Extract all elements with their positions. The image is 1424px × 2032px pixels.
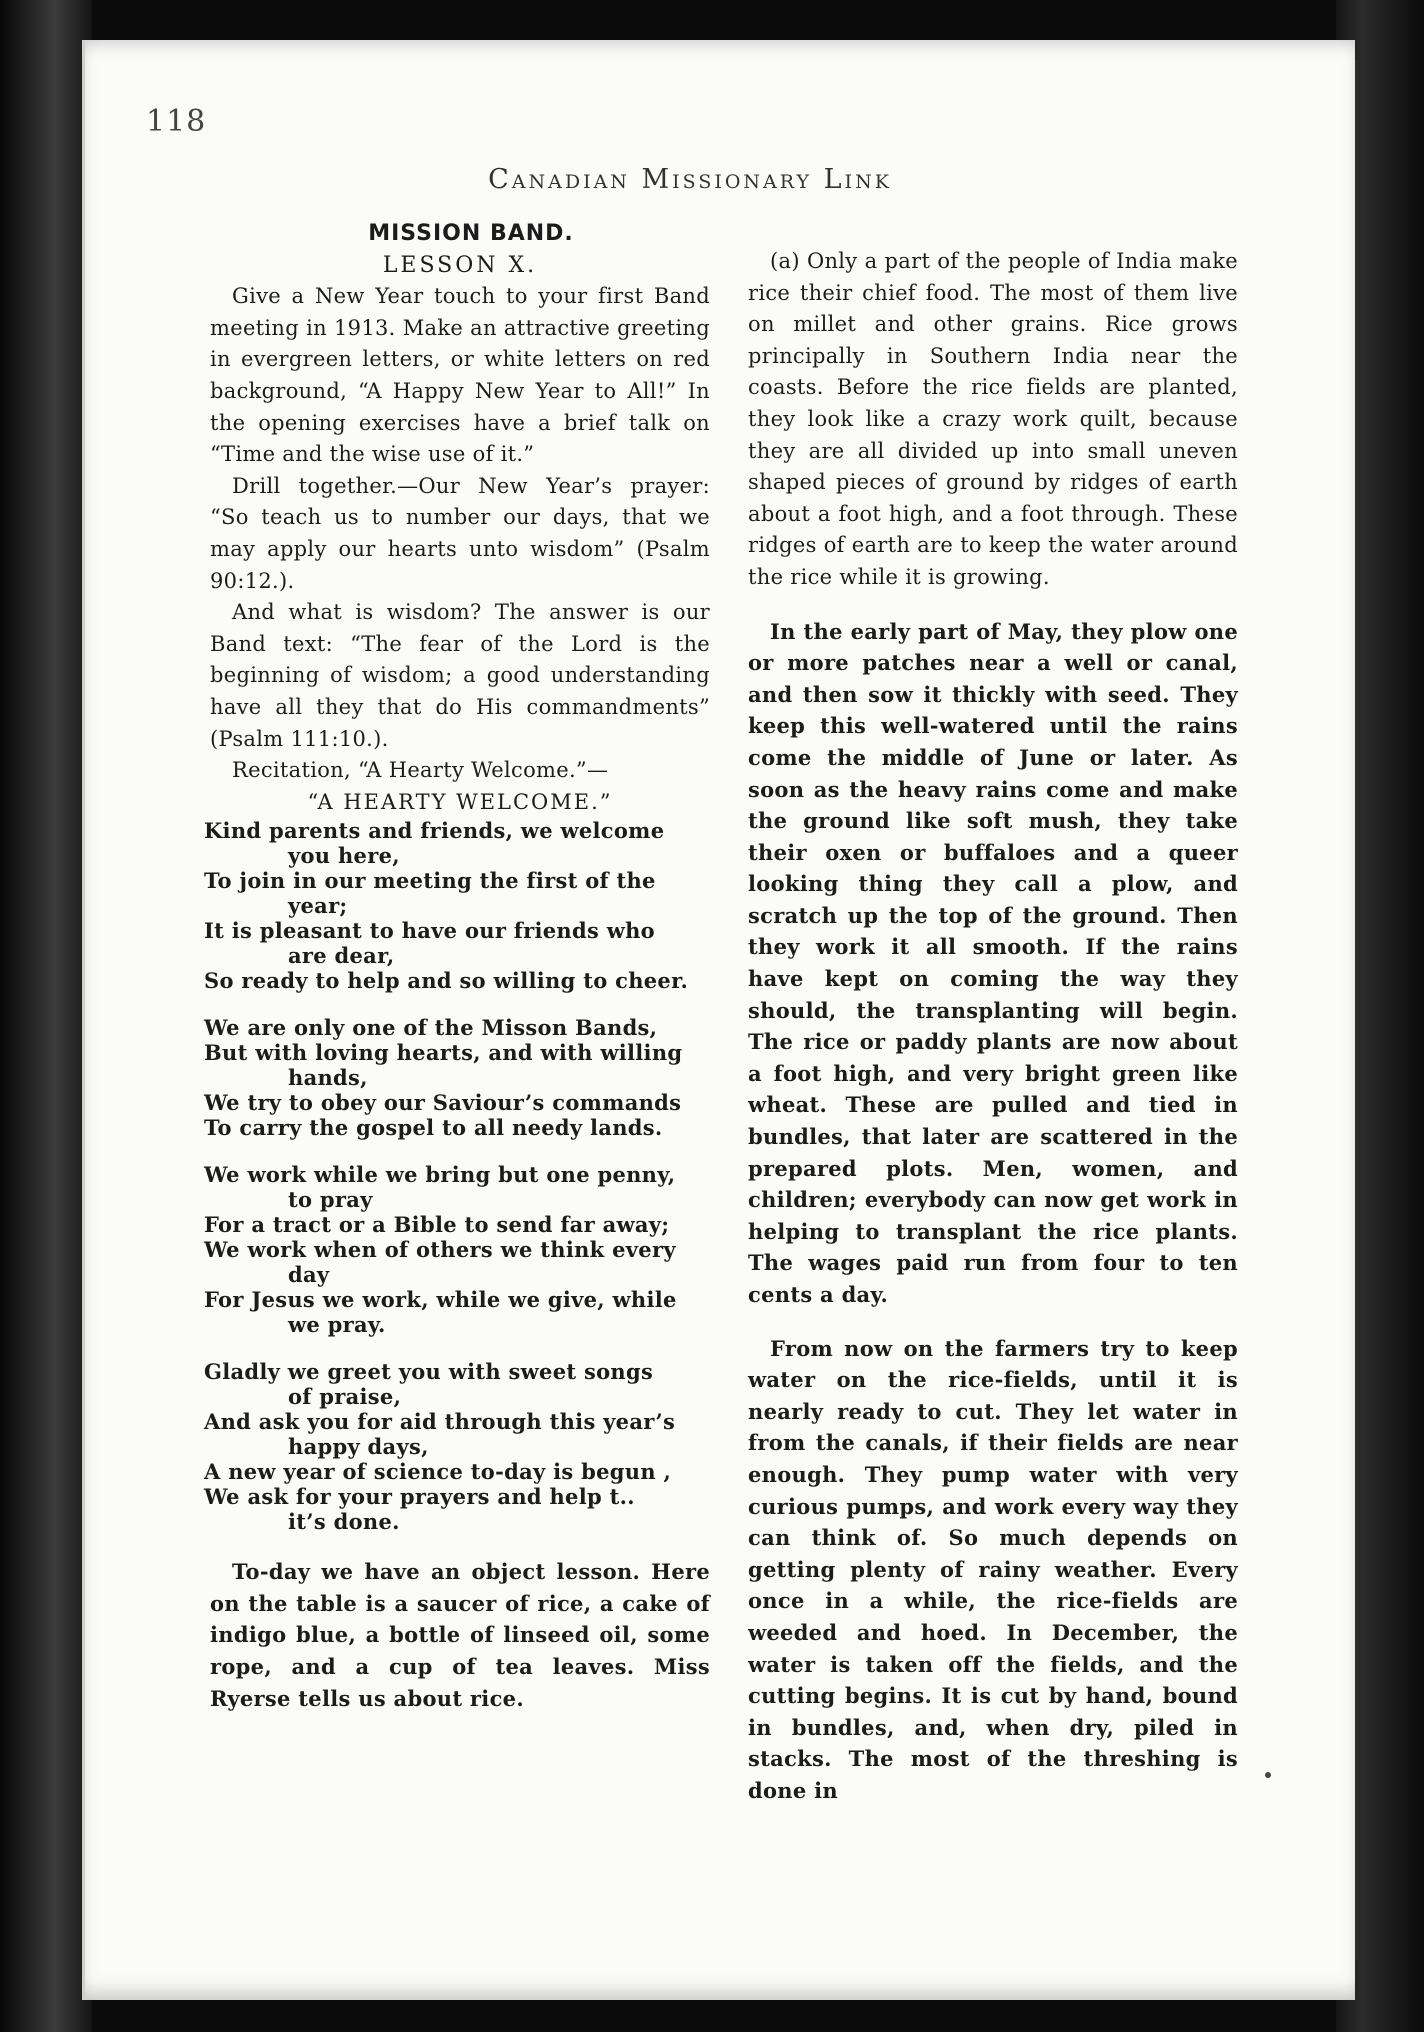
poem-line: we pray. [288,1312,386,1338]
poem-stanza [204,818,710,993]
paragraph-recitation: Recitation, “A Hearty Welcome.”— [232,758,609,783]
poem-line: For a tract or a Bible to send far away; [204,1212,670,1238]
right-column [748,246,1238,1807]
poem-line: But with loving hearts, and with willing [204,1040,683,1066]
poem-line: We ask for your prayers and help t.. [204,1484,635,1510]
paragraph-object-lesson: To-day we have an object lesson. Here on the table is a saucer of rice, a cake of indigo blue, a bottle of linseed oil, some rope, and a cup of tea leaves. Miss Ryerse tells us about rice. [210,1559,710,1711]
poem-line: So ready to help and so willing to cheer. [204,968,689,994]
poem-line: you here, [288,843,400,869]
paragraph-planting: In the early part of May, they plow one or more patches near a well or canal, and then sow it thickly with seed. They keep this well-watered until the rains come the middle of June or later. As soon as the heavy rains come and make the ground like soft mush, they take their oxen or buffaloes and a queer looking thing they call a plow, and scratch up the top of the ground. Then they work it all smooth. If the rains have kept on coming the way they should, the transplanting will begin. The rice or paddy plants are now about a foot high, and very bright green like wheat. These are pulled and tied in bundles, that later are scattered in the prepared plots. Men, women, and children; everybody can now get work in helping to transplant the rice plants. The wages paid run from four to ten cents a day. [748,618,1238,1307]
paragraph-new-year: Give a New Year touch to your first Band meeting in 1913. Make an attractive greeting in evergreen letters, or white letters on red background, “A Happy New Year to All!” In the opening exercises have a brief talk on “Time and the wise use of it.” [210,284,710,467]
poem-line: For Jesus we work, while we give, while [204,1287,677,1313]
poem [204,818,710,1534]
poem-line: We work while we bring but one penny, [204,1162,676,1188]
poem-stanza [204,1015,710,1140]
poem-stanza [204,1162,710,1337]
poem-line: We try to obey our Saviour’s commands [204,1090,682,1116]
left-binding-edge [0,0,92,2032]
paragraph-drill: Drill together.—Our New Year’s prayer: “So teach us to number our days, that we may apply our hearts unto wisdom” (Psalm 90:12.). [210,473,710,593]
poem-line: A new year of science to-day is begun , [204,1459,672,1485]
running-head: Canadian Missionary Link [488,164,892,195]
paragraph-wisdom: And what is wisdom? The answer is our Band text: “The fear of the Lord is the beginning of wisdom; a good understanding have all they that do His commandments” (Psalm 111:10.). [210,600,710,751]
poem-line: It is pleasant to have our friends who [204,918,655,944]
poem-line: To join in our meeting the first of the [204,868,656,894]
poem-line: Kind parents and friends, we welcome [204,818,665,844]
poem-line: To carry the gospel to all needy lands. [204,1115,663,1141]
section-title: MISSION BAND. [368,221,574,246]
poem-line: day [288,1262,330,1288]
left-column [204,218,710,1714]
poem-line: We work when of others we think every [204,1237,676,1263]
lesson-title: LESSON X. [382,252,538,278]
poem-line: year; [288,893,348,919]
paragraph-rice-intro: (a) Only a part of the people of India make rice their chief food. The most of them live on millet and other grains. Rice grows principally in Southern India near the coasts. Before the rice fields are planted, they look like a crazy work quilt, because they are all divided up into small uneven shaped pieces of ground by ridges of earth about a foot high, and a foot through. These ridges of earth are to keep the water around the rice while it is growing. [748,249,1238,589]
poem-title: “A HEARTY WELCOME.” [307,789,613,814]
poem-line: of praise, [288,1384,402,1410]
poem-line: We are only one of the Misson Bands, [204,1015,658,1041]
poem-line: are dear, [288,943,395,969]
paragraph-harvest: From now on the farmers try to keep water on the rice-fields, until it is nearly ready to cut. They let water in from the canals, if their fields are near enough. They pump water with very curious pumps, and work every way they can think of. So much depends on getting plenty of rainy weather. Every once in a while, the rice-fields are weeded and hoed. In December, the water is taken off the fields, and the cutting begins. It is cut by hand, bound in bundles, and, when dry, piled in stacks. The most of the threshing is done in [748,1335,1238,1803]
poem-line: Gladly we greet you with sweet songs [204,1359,654,1385]
poem-line: And ask you for aid through this year’s [204,1409,676,1435]
page-number: 118 [146,104,207,139]
ink-speck [1265,1772,1271,1778]
poem-line: it’s done. [288,1509,400,1535]
poem-line: to pray [288,1187,373,1213]
poem-stanza [204,1359,710,1534]
poem-line: hands, [288,1065,368,1091]
poem-line: happy days, [288,1434,429,1460]
